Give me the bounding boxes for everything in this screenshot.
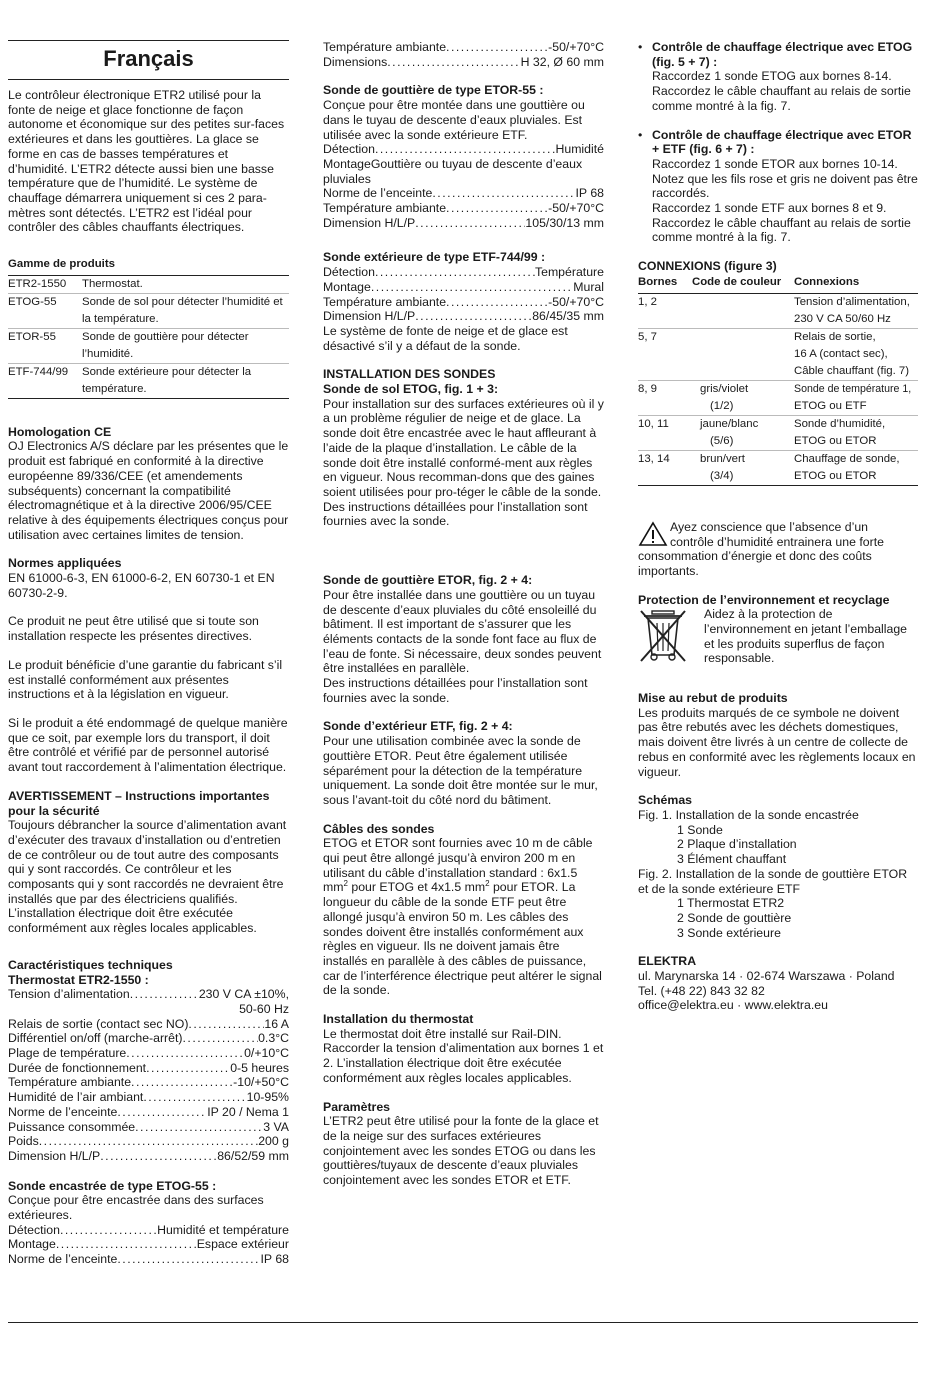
spec-value: Température — [534, 265, 604, 280]
table-row — [8, 293, 289, 328]
spec-value: IP 20 / Nema 1 — [207, 1104, 289, 1119]
spec-value: 10-95% — [246, 1090, 289, 1105]
caracteristiques-heading: Caractéristiques techniques — [8, 957, 173, 972]
elektra-web: office@elektra.eu · www.elektra.eu — [638, 998, 828, 1013]
controle-line: Raccordez le câble chauffant au relais de sortie comme montré à la fig. 7. — [652, 84, 911, 113]
table-row — [8, 363, 289, 398]
controle-heading: • Contrôle de chauffage électrique avec ETOR + ETF (fig. 6 + 7) : — [652, 127, 912, 157]
connexion-cell — [794, 380, 918, 415]
connexion-cell — [794, 450, 918, 485]
product-desc: Sonde de gouttière pour détecter l’humidité. — [82, 330, 249, 360]
spec-value: IP 68 — [260, 1252, 289, 1267]
spec-label: Humidité de l’air ambiant — [8, 1090, 144, 1105]
spec-row — [8, 1149, 289, 1164]
column-header: Code de couleur — [692, 274, 794, 294]
spec-label: Détection — [323, 142, 375, 157]
avertissement-section — [8, 789, 289, 936]
schemas-section — [638, 793, 918, 940]
couleur-cell — [692, 415, 794, 450]
spec-label: Norme de l’enceinte — [323, 186, 433, 201]
homologation-heading: Homologation CE — [8, 424, 112, 439]
parametres-heading: Paramètres — [323, 1099, 390, 1114]
couleur-code: (5/6) — [710, 434, 734, 447]
spec-row — [323, 309, 604, 324]
spec-label: Norme de l’enceinte — [8, 1252, 118, 1267]
spec-value: 0/+10°C — [244, 1046, 289, 1061]
spec-value: 200 g — [258, 1134, 289, 1149]
parametres-text: L’ETR2 peut être utilisé pour la fonte de la glace et de la neige sur des surfaces extérieures conjointement avec les sondes ETOG ou dans les gouttières/tuyaux de descente d’eaux pluviales conjointement avec les sondes ETOR et ETF. — [323, 1114, 599, 1188]
connexion-line: Sonde de température 1, — [794, 382, 912, 395]
gouttiere-section — [323, 573, 604, 705]
title-top-rule — [8, 40, 289, 41]
etor-montage: MontageGouttière ou tuyau de descente d’eaux pluviales — [323, 156, 583, 186]
elektra-heading: ELEKTRA — [638, 954, 697, 969]
spec-value: 86/52/59 mm — [217, 1148, 289, 1163]
etf-section — [323, 250, 604, 353]
product-code: ETR2-1550 — [8, 277, 67, 290]
etor-heading: Sonde de gouttière de type ETOR-55 : — [323, 83, 544, 98]
fig1-caption: Fig. 1. Installation de la sonde encastrée — [638, 807, 859, 822]
table-row — [638, 380, 918, 415]
homologation-section — [8, 425, 289, 543]
product-code: ETF-744/99 — [8, 365, 69, 378]
spec-value: Mural — [573, 279, 604, 294]
spec-value: 86/45/35 mm — [532, 309, 604, 324]
connexion-line: 230 V CA 50/60 Hz — [794, 312, 891, 325]
etor-section — [323, 83, 604, 230]
connexion-line: Tension d’alimentation, — [794, 295, 910, 308]
spec-label: Détection — [323, 265, 375, 280]
etor-text: Conçue pour être montée dans une gouttière ou dans le tuyau de descente d’eaux pluviales. Est utilisée avec la sonde extérieure ETF. — [323, 98, 585, 142]
table-row — [638, 328, 918, 380]
bornes-cell: 1, 2 — [638, 293, 692, 328]
connexions-table — [638, 274, 918, 486]
controle-heading: • Contrôle de chauffage électrique avec ETOG (fig. 5 + 7) : — [652, 40, 913, 69]
spec-row — [8, 1090, 289, 1105]
spec-value: 0.3°C — [258, 1031, 289, 1046]
spec-value: IP 68 — [575, 186, 604, 201]
spec-row — [323, 201, 604, 216]
table-header — [638, 274, 918, 294]
spec-row — [8, 1120, 289, 1135]
spec-continuation: 50-60 Hz — [239, 1001, 289, 1016]
connexion-line: ETOG ou ETOR — [794, 434, 877, 447]
cables-heading: Câbles des sondes — [323, 821, 435, 836]
spec-value: Humidité et température — [157, 1222, 289, 1237]
table-row — [8, 328, 289, 363]
warning-icon — [638, 521, 668, 547]
etog-text: Conçue pour être encastrée dans des surfaces extérieures. — [8, 1193, 264, 1223]
spec-row — [323, 186, 604, 201]
installation-heading: INSTALLATION DES SONDES — [323, 367, 496, 382]
fig1-item: 1 Sonde — [677, 822, 723, 837]
warning-section — [638, 520, 918, 579]
spec-label: Poids — [8, 1134, 39, 1149]
superscript: 2 — [343, 879, 348, 889]
connexions-heading: CONNEXIONS (figure 3) — [638, 259, 777, 274]
spec-label: Dimension H/L/P — [323, 309, 416, 324]
spec-label: Tension d’alimentation — [8, 987, 130, 1002]
connexion-line: Chauffage de sonde, — [794, 452, 900, 465]
spec-label: Température ambiante — [323, 294, 447, 309]
gouttiere-text-2: Des instructions détaillées pour l’installation sont fournies avec la sonde. — [323, 676, 588, 705]
column-header: Bornes — [638, 274, 692, 294]
table-row — [8, 276, 289, 294]
couleur-cell — [692, 328, 794, 380]
connexion-line: Câble chauffant (fig. 7) — [794, 364, 910, 377]
controle-line: Raccordez le câble chauffant au relais de sortie comme montré à la fig. 7. — [652, 215, 911, 245]
homologation-text: OJ Electronics A/S déclare par les présentes que le produit est fabriqué en conformité à la directive européenne 89/336/CEE (et amendements subséquents) concernant la compatibilité électromagnétique et à la directive 2006/95/CEE relative à des équipements électriques conçus pour utilisation avec certaines limites de tension. — [8, 439, 289, 542]
connexion-line: ETOG ou ETF — [794, 399, 867, 412]
spec-label: Dimension H/L/P — [323, 215, 416, 230]
spec-value: H 32, Ø 60 mm — [520, 54, 604, 69]
spec-label: Détection — [8, 1222, 60, 1237]
spec-label: Relais de sortie (contact sec NO) — [8, 1016, 189, 1031]
connexion-line: Sonde d’humidité, — [794, 417, 886, 430]
spec-label: Montage — [8, 1237, 56, 1252]
products-table — [8, 276, 289, 399]
environnement-heading: Protection de l’environnement et recyclage — [638, 592, 890, 607]
environnement-text: Aidez à la protection de l’environnement en jetant l’emballage et les produits superflus de façon responsable. — [704, 607, 908, 666]
connexion-line: Relais de sortie, — [794, 330, 876, 343]
ext-text: Pour une utilisation combinée avec la sonde de gouttière ETOR. Peut être également utilisée séparément pour la détection de la température uniquement. La sonde doit être montée sur le mur, sous l’avant-toit du côté nord du bâtiment. — [323, 734, 598, 807]
rebut-section — [638, 691, 918, 779]
bornes-cell: 13, 14 — [638, 450, 692, 485]
page-title: Français — [103, 46, 194, 71]
fig2-item: 2 Sonde de gouttière — [677, 910, 792, 925]
spec-label: Température ambiante — [323, 40, 447, 54]
spec-label: Norme de l’enceinte — [8, 1104, 118, 1119]
spec-row — [8, 1105, 289, 1120]
spec-row — [323, 40, 604, 55]
spec-value: 3 VA — [263, 1119, 289, 1134]
sol-heading: Sonde de sol ETOG, fig. 1 + 3: — [323, 382, 499, 397]
product-desc: Thermostat. — [82, 277, 143, 290]
etog-section — [8, 1179, 289, 1267]
bornes-cell: 8, 9 — [638, 380, 692, 415]
installation-section — [323, 367, 604, 529]
thermostat-install-heading: Installation du thermostat — [323, 1012, 474, 1027]
normes-section — [8, 556, 289, 600]
parametres-section — [323, 1100, 604, 1188]
normes-heading: Normes appliquées — [8, 556, 122, 571]
etog-heading: Sonde encastrée de type ETOG-55 : — [8, 1178, 217, 1193]
spec-label: Montage — [323, 279, 371, 294]
ext-heading: Sonde d’extérieur ETF, fig. 2 + 4: — [323, 719, 513, 734]
cables-section — [323, 822, 604, 998]
elektra-address: ul. Marynarska 14 · 02-674 Warszawa · Poland — [638, 969, 895, 984]
couleur-cell — [692, 380, 794, 415]
avertissement-text: Toujours débrancher la source d’alimentation avant d’exécuter des travaux d’installation ou d’entretien de ce contrôleur ou de tout autre des composants qui y sont raccordés. Ce contrôleur et les composants qui y sont raccordés ne devraient être installés que par des électriciens qualifiés. L’installation électrique doit être exécutée conformément aux règles locales applicables. — [8, 818, 287, 936]
warning-line-1: Ayez conscience que l’absence d’un — [670, 519, 869, 534]
spec-value: 16 A — [264, 1016, 289, 1031]
spec-row — [8, 1252, 289, 1267]
intro-paragraph: Le contrôleur électronique ETR2 utilisé pour la fonte de neige et glace fonctionne de façon autonome et économique sur des petites sur-faces extérieures et dans les gouttières. La glace se forme en cas de basses températures et d’humidité. L’ETR2 détecte aussi bien une basse température que de l’humidité. Le système de chauffage démarrera uniquement si ces 2 para-mètres sont détectés. L’ETR2 est l’idéal pour contrôler des câbles chauffants électriques. — [8, 88, 285, 235]
warning-line-2: contrôle d’humidité entrainera une forte — [670, 534, 884, 549]
spec-value: -10/+50°C — [233, 1075, 289, 1090]
cables-text-c: pour ETOR. La longueur du câble de la sonde ETF peut être allongé jusqu’à environ 50 m. Les câbles des sondes doivent être installés conformément aux règles en vigueur. Ils ne doivent jamais être installés en parallèle à des câbles de puissance, car de l’interférence électrique peut altérer le signal de la sonde. — [323, 880, 602, 998]
normes-text: EN 61000-6-3, EN 61000-6-2, EN 60730-1 et EN 60730-2-9. — [8, 571, 275, 600]
recycle-bin-icon — [638, 607, 704, 669]
warning-text: consommation d’énergie et donc des coûts importants. — [638, 549, 872, 578]
product-desc: Sonde extérieure pour détecter la température. — [82, 365, 252, 395]
schemas-heading: Schémas — [638, 793, 693, 808]
spec-label: Température ambiante — [323, 201, 447, 216]
list-item — [652, 40, 918, 114]
gouttiere-heading: Sonde de gouttière ETOR, fig. 2 + 4: — [323, 573, 533, 588]
column-header: Connexions — [794, 274, 918, 294]
etog-specs-cont — [323, 40, 604, 69]
spec-row — [323, 216, 604, 231]
spec-row — [8, 987, 289, 1002]
thermostat-install-section — [323, 1012, 604, 1086]
product-desc: Sonde de sol pour détecter l’humidité et la température. — [82, 295, 283, 325]
spec-row — [8, 1031, 289, 1046]
spec-label: Durée de fonctionnement — [8, 1060, 147, 1075]
etf-heading: Sonde extérieure de type ETF-744/99 : — [323, 250, 546, 265]
product-code: ETOG-55 — [8, 295, 57, 308]
column-left — [8, 40, 289, 1281]
spec-row — [323, 55, 604, 70]
controle-line: Raccordez 1 sonde ETF aux bornes 8 et 9. — [652, 201, 887, 216]
spec-row — [8, 1017, 289, 1032]
spec-value: -50/+70°C — [548, 201, 604, 216]
fig1-item: 3 Élément chauffant — [677, 852, 787, 867]
connexion-cell — [794, 293, 918, 328]
column-right — [638, 40, 918, 1027]
avertissement-heading: AVERTISSEMENT – Instructions importantes pour la sécurité — [8, 788, 270, 818]
fig2-item: 1 Thermostat ETR2 — [677, 896, 785, 911]
table-row — [638, 450, 918, 485]
controle-line: Raccordez 1 sonde ETOR aux bornes 10-14. — [652, 156, 898, 171]
spec-row — [323, 142, 604, 157]
thermostat-install-text: Le thermostat doit être installé sur Rail-DIN. Raccorder la tension d’alimentation aux bornes 1 et 2. L’installation électrique doit être exécutée conformément aux règles locales applicables. — [323, 1026, 604, 1085]
title-bottom-rule — [8, 79, 289, 80]
spec-row — [8, 1223, 289, 1238]
product-code: ETOR-55 — [8, 330, 56, 343]
spec-row — [8, 1237, 289, 1252]
connexion-cell — [794, 415, 918, 450]
rebut-text: Les produits marqués de ce symbole ne doivent pas être rebutés avec les déchets domestiques, mais doivent être livrés à un centre de collecte de rebus en conformité avec les règlements locaux en vigueur. — [638, 705, 916, 779]
spec-label: Puissance consommée — [8, 1119, 136, 1134]
spec-label: Dimensions — [323, 54, 388, 69]
cables-text-b: pour ETOG et 4x1.5 mm — [347, 880, 486, 895]
bornes-cell: 10, 11 — [638, 415, 692, 450]
spec-row — [323, 295, 604, 310]
install-paragraph: Ce produit ne peut être utilisé que si toute son installation respecte les présentes directives. — [8, 614, 259, 644]
spec-label: Température ambiante — [8, 1075, 132, 1090]
spec-value: 230 V CA ±10%, — [198, 987, 289, 1002]
controle-list — [638, 40, 918, 245]
elektra-section — [638, 954, 918, 1013]
elektra-tel: Tel. (+48 22) 843 32 82 — [638, 983, 765, 998]
table-row — [638, 415, 918, 450]
couleur-text: brun/vert — [700, 452, 745, 465]
spec-row — [8, 1046, 289, 1061]
couleur-code: (1/2) — [710, 399, 734, 412]
spec-value: -50/+70°C — [548, 294, 604, 309]
bornes-cell: 5, 7 — [638, 328, 692, 380]
spec-label: Différentiel on/off (marche-arrêt) — [8, 1031, 183, 1046]
fig2-caption: Fig. 2. Installation de la sonde de gouttière ETOR et de la sonde extérieure ETF — [638, 866, 908, 896]
spec-row — [323, 265, 604, 280]
gouttiere-text: Pour être installée dans une gouttière ou un tuyau de descente d’eaux pluviales du côté ensoleillé du bâtiment. Il est important de s’assurer que les éléments contacts de la sonde font face au flux de l’eau de fonte. Si nécessaire, deux sondes peuvent être installées en parallèle. — [323, 587, 602, 676]
connexion-cell — [794, 328, 918, 380]
couleur-text: jaune/blanc — [700, 417, 759, 430]
rebut-heading: Mise au rebut de produits — [638, 691, 788, 706]
spec-row — [8, 1075, 289, 1090]
spec-value: -50/+70°C — [548, 40, 604, 54]
garantie-paragraph: Le produit bénéficie d’une garantie du fabricant s’il est installé conformément aux présentes instructions et à la législation en vigueur. — [8, 657, 283, 702]
products-heading: Gamme de produits — [8, 257, 289, 276]
spec-row — [8, 1134, 289, 1149]
dommage-paragraph: Si le produit a été endommagé de quelque manière que ce soit, par exemple lors du transport, il doit être contrôlé et vérifié par de personnel autorisé avant tout raccordement à l’alimentation électrique. — [8, 715, 288, 775]
ext-section — [323, 719, 604, 807]
connexion-line: ETOG ou ETOR — [794, 469, 877, 482]
controle-line: Notez que les fils rose et gris ne doivent pas être raccordés. — [652, 171, 918, 201]
cables-text-a: ETOG et ETOR sont fournies avec 10 m de câble qui peut être allongé jusqu’à environ 200 m en utilisant du câble d’installation standard : 6x1.5 mm — [323, 836, 593, 895]
spec-row — [8, 1061, 289, 1076]
spec-value: Espace extérieur — [196, 1237, 289, 1252]
couleur-cell — [692, 293, 794, 328]
list-item — [652, 128, 918, 246]
etf-text: Le système de fonte de neige et de glace est désactivé s’il y a défaut de la sonde. — [323, 323, 568, 353]
spec-value: 105/30/13 mm — [525, 215, 604, 230]
column-middle — [323, 40, 604, 1202]
table-row — [638, 293, 918, 328]
spec-label: Plage de température — [8, 1046, 127, 1061]
couleur-cell — [692, 450, 794, 485]
spec-value: 0-5 heures — [230, 1060, 289, 1075]
controle-line: Raccordez 1 sonde ETOG aux bornes 8-14. — [652, 69, 892, 84]
footer-rule — [8, 1322, 918, 1323]
couleur-code: (3/4) — [710, 469, 734, 482]
couleur-text: gris/violet — [700, 382, 749, 395]
connexion-line: 16 A (contact sec), — [794, 347, 888, 360]
warning-head — [638, 520, 918, 549]
spec-row — [323, 280, 604, 295]
spec-value: Humidité — [555, 142, 604, 157]
fig2-item: 3 Sonde extérieure — [677, 925, 781, 940]
spec-label: Dimension H/L/P — [8, 1148, 101, 1163]
fig1-item: 2 Plaque d’installation — [677, 837, 797, 852]
environnement-block — [638, 607, 918, 669]
caracteristiques-section — [8, 958, 289, 1164]
superscript: 2 — [485, 879, 490, 889]
thermostat-subheading: Thermostat ETR2-1550 : — [8, 972, 149, 987]
sol-text: Pour installation sur des surfaces extérieures où il y a un problème régulier de neige et de glace. La sonde doit être encastrée avec le haut affleurant à l’aide de la plaque d’installation. Le câble de la sonde doit être installé conformé-ment aux règles en vigueur. Nous recomman-dons que des gaines soient utilisées pour pro-téger le câble de la sonde. Des instructions détaillées pour l’installation sont fournies avec la sonde. — [323, 396, 604, 529]
